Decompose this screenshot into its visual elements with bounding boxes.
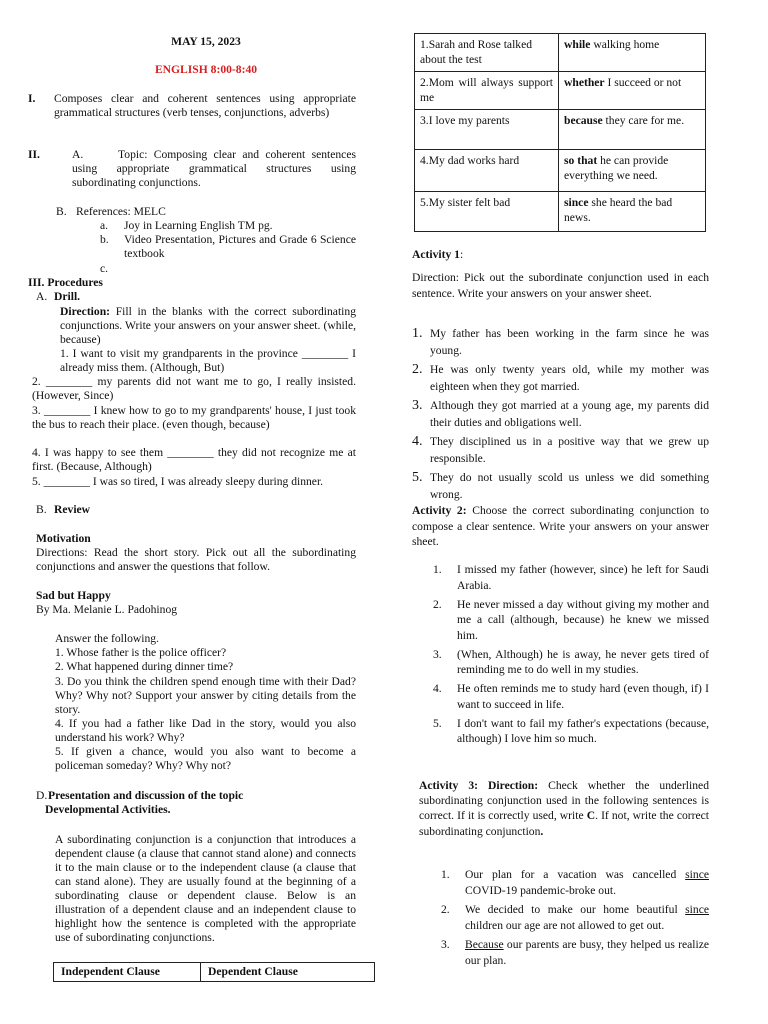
item-text: My father has been working in the farm since he was young. — [430, 327, 709, 357]
discussion-paragraph: A subordinating conjunction is a conjunction that introduces a dependent clause (a clause that cannot stand alone) and connects it to the main clause or to the independent clause (a clause that can stand alone). They are usually found at the beginning of a subordinating clause or dependent clause. Below is an illustration of a dependent clause and an independent clause to highlight how the sentence is completed with the appropriate use of subordinating conjunctions. — [55, 833, 356, 944]
dependent-clause-cell — [559, 192, 706, 232]
reference-item — [100, 219, 356, 233]
drill-label: Drill. — [54, 290, 81, 303]
answer-intro: Answer the following. — [55, 632, 160, 645]
dependent-clause-cell — [559, 110, 706, 150]
references-label: References: MELC — [76, 205, 166, 218]
list-item — [412, 434, 709, 467]
item-number: 4. — [433, 682, 442, 695]
table-row — [415, 192, 706, 232]
question-item: 2. What happened during dinner time? — [55, 660, 234, 673]
dependent-clause-cell — [559, 72, 706, 110]
list-item — [412, 470, 709, 503]
question-item: 1. Whose father is the police officer? — [55, 646, 227, 659]
lesson-date: MAY 15, 2023 — [171, 35, 241, 48]
conjunction: since — [564, 196, 589, 209]
drill-direction-label: Direction: — [60, 305, 111, 318]
question-item: 3. Do you think the children spend enough time with their Dad? Why? Why not? Support your answer by citing details from the story. — [55, 675, 356, 716]
activity2-direction — [412, 503, 709, 550]
independent-clause-cell: 1.Sarah and Rose talked about the test — [415, 34, 559, 72]
independent-clause-cell: 2.Mom will always support me — [415, 72, 559, 110]
drill-item: 5. ________ I was so tired, I was already sleepy during dinner. — [32, 475, 324, 488]
review-letter: B. — [36, 503, 47, 516]
subject-time: ENGLISH 8:00-8:40 — [154, 63, 258, 76]
list-item — [433, 681, 709, 712]
list-item — [433, 647, 709, 678]
clause-rest: they care for me. — [602, 114, 685, 127]
item-text: Our plan for a vacation was cancelled — [465, 868, 686, 881]
list-item — [433, 716, 709, 747]
item-number: 2. — [441, 903, 450, 916]
item-number: 5. — [433, 716, 442, 730]
item-number: 2. — [433, 597, 442, 611]
motivation-directions: Directions: Read the short story. Pick out all the subordinating conjunctions and answer the questions that follow. — [36, 546, 356, 573]
dependent-clause-cell — [559, 150, 706, 192]
question-item: 4. If you had a father like Dad in the story, would you also understand his work? Why? — [55, 717, 356, 744]
reference-text: Joy in Learning English TM pg. — [124, 219, 273, 232]
references-heading — [56, 205, 166, 219]
activity3-direction-a: Check whether the underlined subordinating conjunction used in the following sentences is correct. If it is correctly used, write — [419, 779, 709, 823]
item-text: I don't want to fail my father's expectations (because, although) I love him so much. — [457, 716, 709, 745]
item-text: They disciplined us in a positive way that we grew up responsible. — [430, 435, 709, 465]
review-label: Review — [54, 503, 91, 516]
item-number: 3. — [441, 938, 450, 951]
item-text: our parents are busy, they helped us realize our plan. — [465, 938, 709, 967]
drill-item: 3. ________ I knew how to go to my grandparents' house, I just took the bus to reach their place. (even though, because) — [32, 404, 356, 431]
topic-text: Topic: Composing clear and coherent sentences using appropriate grammatical structures using subordinating conjunctions. — [72, 148, 356, 189]
clause-rest: walking home — [590, 38, 660, 51]
item-number: 1. — [433, 563, 442, 576]
activity3-label: Activity 3: Direction: — [419, 779, 539, 792]
activity1-label: Activity 1 — [412, 248, 460, 261]
clause-rest: he can provide everything we need. — [564, 154, 669, 182]
reference-item — [100, 233, 356, 261]
item-text: We decided to make our home beautiful — [465, 903, 686, 916]
drill-item: 2. ________ my parents did not want me to go, I really insisted. (However, Since) — [32, 375, 356, 402]
independent-clause-cell: 3.I love my parents — [415, 110, 559, 150]
table-row — [415, 150, 706, 192]
conjunction: while — [564, 38, 591, 51]
header-dependent-clause: Dependent Clause — [201, 963, 375, 982]
item-number: 2. — [412, 362, 423, 377]
list-item — [433, 562, 709, 593]
underlined-conjunction: since — [685, 868, 709, 881]
underlined-conjunction: Because — [465, 938, 504, 951]
topic-letter: A. — [72, 148, 84, 161]
procedures-heading: III. Procedures — [28, 276, 103, 289]
header-independent-clause: Independent Clause — [54, 963, 201, 982]
drill-direction — [60, 305, 356, 347]
review-heading — [36, 503, 90, 517]
drill-item: 4. I was happy to see them ________ they did not recognize me at first. (Because, Although) — [32, 446, 356, 473]
item-number: 4. — [412, 434, 423, 449]
story-author: By Ma. Melanie L. Padohinog — [36, 603, 178, 616]
drill-letter: A. — [36, 290, 48, 303]
item-number: 1. — [412, 326, 423, 341]
item-text: He often reminds me to study hard (even though, if) I want to succeed in life. — [457, 682, 709, 711]
activity2-label: Activity 2: — [412, 504, 467, 517]
clause-rest: I succeed or not — [604, 76, 682, 89]
item-number: 5. — [412, 470, 423, 485]
list-item — [441, 902, 709, 933]
list-item — [412, 398, 709, 431]
table-row — [415, 110, 706, 150]
motivation-heading: Motivation — [36, 532, 91, 545]
references-letter: B. — [56, 205, 67, 218]
clause-rest: she heard the bad news. — [564, 196, 673, 224]
table-row — [415, 34, 706, 72]
item-text: Although they got married at a young age, my parents did their duties and obligations well. — [430, 399, 709, 429]
objectives-text: Composes clear and coherent sentences using appropriate grammatical structures (verb tenses, conjunctions, adverbs) — [54, 92, 356, 119]
item-number: 3. — [412, 398, 423, 413]
conjunction: so that — [564, 154, 598, 167]
clause-table — [414, 33, 706, 232]
activity3-end: . — [540, 824, 544, 838]
underlined-conjunction: since — [685, 903, 709, 916]
independent-clause-cell: 4.My dad works hard — [415, 150, 559, 192]
clause-table-header — [53, 962, 375, 982]
topic-block — [72, 148, 356, 190]
drill-item: 1. I want to visit my grandparents in the province ________ I already miss them. (Although, But) — [60, 347, 356, 374]
question-item: 5. If given a chance, would you also want to become a policeman someday? Why? Why not? — [55, 745, 356, 772]
presentation-heading — [36, 789, 243, 803]
activity3-direction-b: . If not, write the correct subordinating conjunction — [419, 809, 709, 838]
activity1-colon: : — [459, 248, 464, 261]
item-text: COVID-19 pandemic-broke out. — [465, 883, 617, 897]
item-text: He never missed a day without giving my mother and me a call (although, because) he knew we missed him. — [457, 597, 709, 642]
item-text: children our age are not allowed to get out. — [465, 918, 665, 932]
reference-letter: c. — [100, 262, 109, 275]
table-row — [415, 72, 706, 110]
list-item — [412, 362, 709, 395]
reference-letter: b. — [100, 233, 109, 246]
conjunction: whether — [564, 76, 605, 89]
activity1-heading — [412, 248, 463, 262]
activity1-list — [412, 326, 709, 506]
list-item — [441, 867, 709, 898]
item-text: I missed my father (however, since) he left for Saudi Arabia. — [457, 563, 709, 592]
activity3-list — [441, 867, 709, 972]
activity2-list — [433, 562, 709, 750]
reference-letter: a. — [100, 219, 109, 232]
item-number: 3. — [433, 647, 442, 661]
activity3-direction — [419, 778, 709, 839]
reference-item — [100, 262, 356, 276]
dependent-clause-cell — [559, 34, 706, 72]
presentation-letter: D. — [36, 789, 48, 802]
conjunction: because — [564, 114, 603, 127]
developmental-heading: Developmental Activities. — [45, 803, 171, 816]
section-number-content: II. — [28, 148, 40, 161]
section-number-objectives: I. — [28, 92, 36, 105]
activity2-direction-text: Choose the correct subordinating conjunction to compose a clear sentence. Write your answers on your answer sheet. — [412, 504, 709, 548]
item-number: 1. — [441, 868, 450, 881]
list-item — [412, 326, 709, 359]
item-text: They do not usually scold us unless we did something wrong. — [430, 471, 709, 501]
drill-heading — [36, 290, 80, 304]
list-item — [433, 597, 709, 644]
list-item — [441, 937, 709, 968]
item-text: (When, Although) he is away, he never gets tired of reminding me to do well in my studies. — [457, 647, 709, 676]
reference-text: Video Presentation, Pictures and Grade 6 Science textbook — [124, 233, 356, 260]
story-title: Sad but Happy — [36, 589, 111, 602]
independent-clause-cell: 5.My sister felt bad — [415, 192, 559, 232]
presentation-label: Presentation and discussion of the topic — [48, 789, 244, 802]
activity3-mark: C — [586, 809, 596, 823]
activity1-direction: Direction: Pick out the subordinate conjunction used in each sentence. Write your answers on your answer sheet. — [412, 271, 709, 300]
item-text: He was only twenty years old, while my mother was eighteen when they got married. — [430, 363, 709, 393]
drill-direction-text: Fill in the blanks with the correct subordinating conjunctions. Write your answers on your answer sheet. (while, because) — [60, 305, 356, 346]
